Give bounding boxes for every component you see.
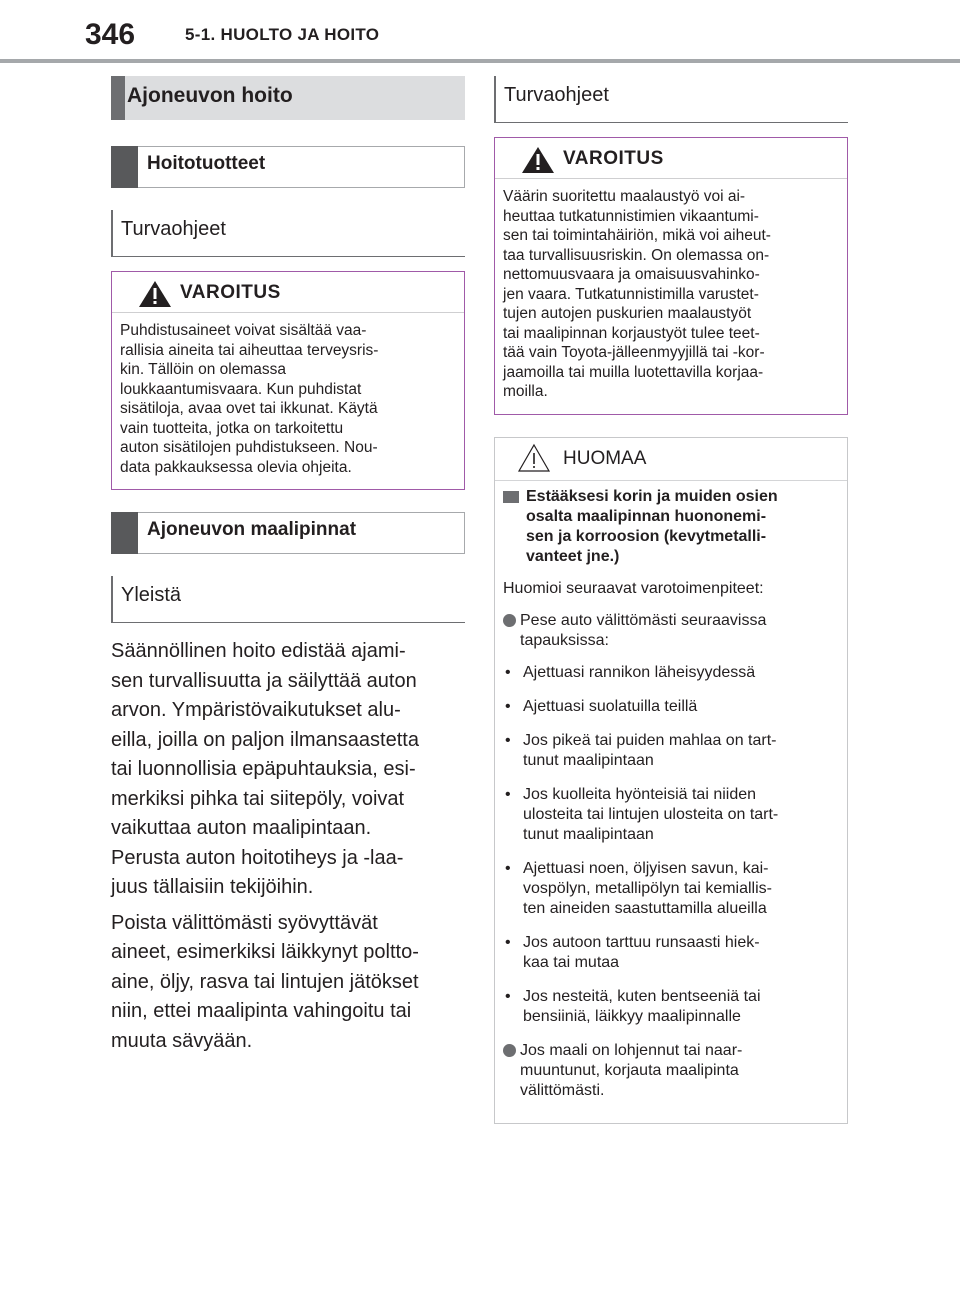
safety-heading-text: Turvaohjeet [121, 218, 226, 240]
item-line: Ajettuasi rannikon läheisyydessä [523, 663, 756, 681]
item-line: Jos autoon tarttuu runsaasti hiek- [523, 933, 760, 951]
item-line: Jos kuolleita hyönteisiä tai niiden [523, 785, 757, 803]
warning-line: moilla. [503, 383, 548, 400]
list-item [503, 663, 839, 683]
warning-body [495, 179, 847, 414]
warning-body [112, 313, 464, 489]
item-line: Ajettuasi noen, öljyisen savun, kai- [523, 859, 769, 877]
paragraph-line: aine, öljy, rasva tai lintujen jätökset [111, 970, 419, 993]
list-item [503, 731, 839, 771]
item-line: Jos pikeä tai puiden mahlaa on tart- [523, 731, 777, 749]
right-column [494, 76, 848, 1124]
notice-intro: Huomioi seuraavat varotoimenpiteet: [503, 579, 764, 597]
safety-heading [111, 210, 465, 257]
subsection-heading-care-products [111, 146, 465, 188]
subheading-line: sen ja korroosion (kevytmetalli- [526, 527, 767, 545]
square-bullet-icon [503, 491, 519, 503]
warning-line: auton sisätilojen puhdistukseen. Nou- [120, 439, 378, 456]
list-item [503, 859, 839, 919]
notice-body [495, 481, 847, 1123]
warning-line: rallisia aineita tai aiheuttaa terveysris- [120, 341, 379, 359]
item-line: välittömästi. [520, 1081, 605, 1099]
subsection-heading-bar [111, 146, 138, 188]
section-heading-text: Ajoneuvon hoito [127, 84, 293, 107]
paragraph-line: Poista välittömästi syövyttävät [111, 911, 378, 934]
warning-line: sen tai toimintahäiriön, mikä voi aiheut- [503, 227, 771, 244]
item-line: bensiiniä, läikkyy maalipinnalle [523, 1007, 741, 1025]
header-rule [0, 59, 960, 63]
warning-line: Puhdistusaineet voivat sisältää vaa- [120, 322, 367, 339]
warning-title [495, 138, 847, 179]
bullet-dot: • [505, 933, 511, 951]
bullet-dot: • [505, 987, 511, 1005]
subsection-heading-text: Ajoneuvon maalipinnat [147, 519, 357, 540]
warning-line: jen vaara. Tutkatunnistimilla varustet- [503, 285, 759, 303]
item-line: Jos maali on lohjennut tai naar- [520, 1041, 743, 1059]
item-line: tunut maalipintaan [523, 751, 654, 769]
item-line: Ajettuasi suolatuilla teillä [523, 697, 698, 715]
item-line: kaa tai mutaa [523, 953, 620, 971]
bullet-dot: • [505, 859, 511, 877]
subheading-line: Estääksesi korin ja muiden osien [526, 487, 778, 505]
caution-triangle-icon [517, 443, 551, 473]
item-line: Jos nesteitä, kuten bentseeniä tai [523, 987, 761, 1005]
subheading-line: vanteet jne.) [526, 547, 620, 565]
warning-line: jaamoilla tai muilla luotettavilla korjaa- [503, 363, 764, 381]
paragraph-line: arvon. Ympäristövaikutukset alu- [111, 699, 401, 721]
warning-line: tää vain Toyota-jälleenmyyjillä tai -kor- [503, 344, 765, 361]
paragraph-line: tai luonnollisia epäpuhtauksia, esi- [111, 758, 416, 780]
item-line: vospölyn, metallipölyn tai kemiallis- [523, 879, 772, 897]
warning-line: loukkaantumisvaara. Kun puhdistat [120, 380, 362, 398]
bullet-dot: • [505, 663, 511, 681]
warning-title [112, 272, 464, 313]
notice-box [494, 437, 848, 1124]
list-item [503, 933, 839, 973]
circle-bullet-icon [503, 614, 516, 627]
circle-item [503, 1041, 839, 1101]
section-heading [111, 76, 465, 120]
bullet-dot: • [505, 731, 511, 749]
warning-box-paintwork [494, 137, 848, 415]
general-heading [111, 576, 465, 623]
list-item [503, 987, 839, 1027]
paragraph-line: juus tällaisiin tekijöihin. [111, 876, 314, 898]
body-paragraph [111, 909, 465, 1057]
warning-line: heuttaa tutkatunnistimien vikaantumi- [503, 207, 759, 225]
notice-title [495, 438, 847, 481]
bullet-dot: • [505, 785, 511, 803]
warning-title-text: VAROITUS [563, 148, 664, 169]
item-line: muuntunut, korjauta maalipinta [520, 1061, 739, 1079]
subsection-heading-text: Hoitotuotteet [147, 153, 266, 174]
paragraph-line: sen turvallisuutta ja säilyttää auton [111, 669, 417, 692]
body-paragraph [111, 637, 465, 903]
paragraph-line: vaikuttaa auton maalipintaan. [111, 817, 372, 839]
warning-line: vain tuotteita, jotka on tarkoitettu [120, 419, 344, 437]
circle-item [503, 611, 839, 651]
item-line: tapauksissa: [520, 631, 609, 649]
warning-line: tujen autojen puskurien maalaustyöt [503, 305, 752, 322]
paragraph-line: muuta sävyään. [111, 1029, 253, 1052]
chapter-title: 5-1. HUOLTO JA HOITO [185, 25, 380, 44]
warning-line: taa turvallisuusriskin. On olemassa on- [503, 246, 770, 264]
warning-triangle-icon [521, 146, 555, 174]
left-column [111, 76, 465, 1062]
list-item [503, 785, 839, 845]
item-line: Pese auto välittömästi seuraavissa [520, 611, 767, 629]
item-line: ten aineiden saastuttamilla alueilla [523, 899, 767, 917]
general-heading-text: Yleistä [121, 584, 182, 606]
paragraph-line: Perusta auton hoitotiheys ja -laa- [111, 846, 404, 869]
warning-triangle-icon [138, 280, 172, 308]
warning-line: nettomuusvaara ja omaisuusvahinko- [503, 266, 760, 283]
subsection-heading-bar [111, 512, 138, 554]
item-line: ulosteita tai lintujen ulosteita on tart- [523, 805, 779, 823]
warning-line: Väärin suoritettu maalaustyö voi ai- [503, 188, 746, 205]
page-header [0, 0, 960, 60]
notice-title-text: HUOMAA [563, 447, 647, 469]
item-line: tunut maalipintaan [523, 825, 654, 843]
warning-line: data pakkauksessa olevia ohjeita. [120, 458, 352, 476]
page-number: 346 [85, 18, 136, 51]
subsection-heading-paint [111, 512, 465, 554]
warning-line: sisätiloja, avaa ovet tai ikkunat. Käytä [120, 400, 378, 417]
warning-title-text: VAROITUS [180, 282, 281, 303]
safety-heading [494, 76, 848, 123]
notice-subheading [503, 487, 839, 567]
warning-line: kin. Tällöin on olemassa [120, 361, 286, 378]
paragraph-line: merkiksi pihka tai siitepöly, voivat [111, 787, 405, 810]
section-heading-bar [111, 76, 125, 120]
safety-heading-text: Turvaohjeet [504, 84, 609, 106]
list-item [503, 697, 839, 717]
paragraph-line: Säännöllinen hoito edistää ajami- [111, 640, 406, 662]
paragraph-line: niin, ettei maalipinta vahingoitu tai [111, 1000, 412, 1022]
warning-box-cleaning [111, 271, 465, 490]
paragraph-line: aineet, esimerkiksi läikkynyt poltto- [111, 941, 419, 963]
paragraph-line: eilla, joilla on paljon ilmansaastetta [111, 728, 419, 751]
subheading-line: osalta maalipinnan huononemi- [526, 507, 767, 525]
bullet-dot: • [505, 697, 511, 715]
circle-bullet-icon [503, 1044, 516, 1057]
warning-line: tai maalipinnan korjaustyöt tulee teet- [503, 324, 760, 342]
